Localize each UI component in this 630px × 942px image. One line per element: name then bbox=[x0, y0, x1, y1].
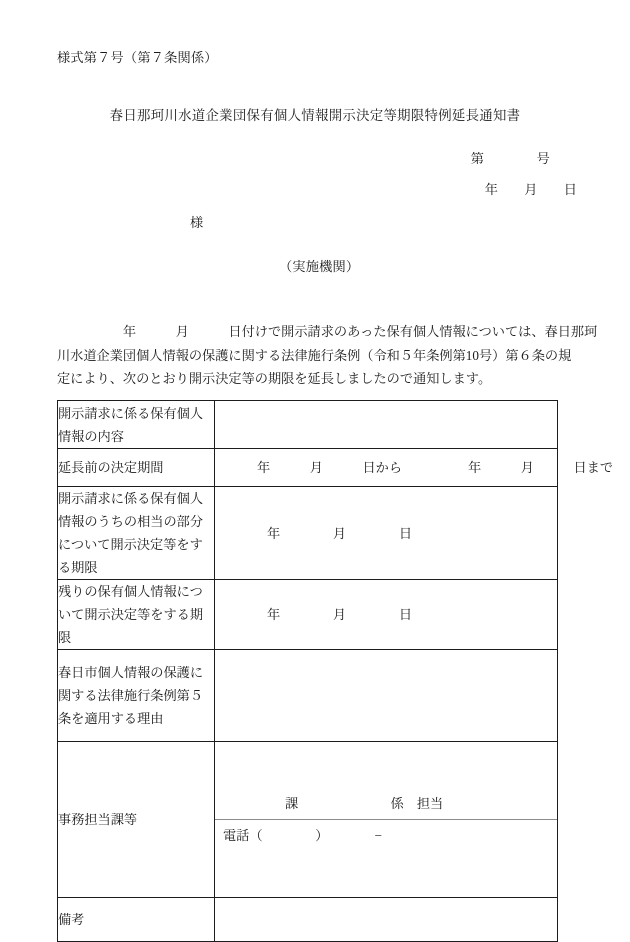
row-label-partial-deadline: 開示請求に係る保有個人情報のうちの相当の部分について開示決定等をする期限 bbox=[58, 487, 215, 580]
table-row bbox=[58, 898, 558, 942]
table-row bbox=[58, 742, 558, 898]
document-number-line: 第 号 bbox=[470, 151, 550, 166]
body-line-1: 年 月 日付けで開示請求のあった保有個人情報については、春日那珂 bbox=[57, 324, 598, 339]
body-line-2: 川水道企業団個人情報の保護に関する法律施行条例（令和５年条例第10号）第６条の規 bbox=[57, 347, 572, 363]
row-value-contact-section bbox=[215, 742, 558, 898]
row-label-remaining-deadline: 残りの保有個人情報について開示決定等をする期限 bbox=[58, 580, 215, 650]
row-label-article5-reason: 春日市個人情報の保護に関する法律施行条例第５条を適用する理由 bbox=[58, 650, 215, 742]
row-value-article5-reason[interactable] bbox=[215, 650, 558, 742]
table-row bbox=[58, 449, 558, 487]
row-value-remaining-deadline[interactable]: 年 月 日 bbox=[215, 580, 558, 650]
table-row bbox=[58, 401, 558, 449]
contact-section-row bbox=[215, 788, 557, 820]
addressee-honorific: 様 bbox=[190, 215, 204, 230]
document-meta-block bbox=[471, 148, 577, 198]
contact-phone-field[interactable]: 電話（ ） − bbox=[223, 827, 383, 843]
form-number: 様式第７号（第７条関係） bbox=[57, 50, 218, 65]
contact-phone-row bbox=[215, 820, 557, 852]
table-row bbox=[58, 650, 558, 742]
contact-sub-table bbox=[215, 788, 557, 851]
row-value-disclosure-content[interactable] bbox=[215, 401, 558, 449]
notification-form-table bbox=[57, 400, 614, 942]
row-label-remarks: 備考 bbox=[58, 898, 215, 942]
contact-section-fields[interactable]: 課 係 担当 bbox=[215, 788, 557, 820]
document-title: 春日那珂川水道企業団保有個人情報開示決定等期限特例延長通知書 bbox=[109, 108, 521, 123]
document-date-line: 年 月 日 bbox=[484, 182, 577, 197]
table-row bbox=[58, 487, 558, 580]
row-label-original-period: 延長前の決定期間 bbox=[58, 449, 215, 487]
row-label-disclosure-content: 開示請求に係る保有個人情報の内容 bbox=[58, 401, 215, 449]
row-value-original-period[interactable]: 年 月 日から 年 月 日まで bbox=[215, 449, 558, 487]
row-value-partial-deadline[interactable]: 年 月 日 bbox=[215, 487, 558, 580]
table-row bbox=[58, 580, 558, 650]
body-paragraph bbox=[57, 320, 598, 391]
issuing-organ: （実施機関） bbox=[279, 259, 360, 274]
row-value-remarks[interactable] bbox=[215, 898, 558, 942]
row-label-contact-section: 事務担当課等 bbox=[58, 742, 215, 898]
body-line-3: 定により、次のとおり開示決定等の期限を延長しましたので通知します。 bbox=[57, 371, 492, 386]
